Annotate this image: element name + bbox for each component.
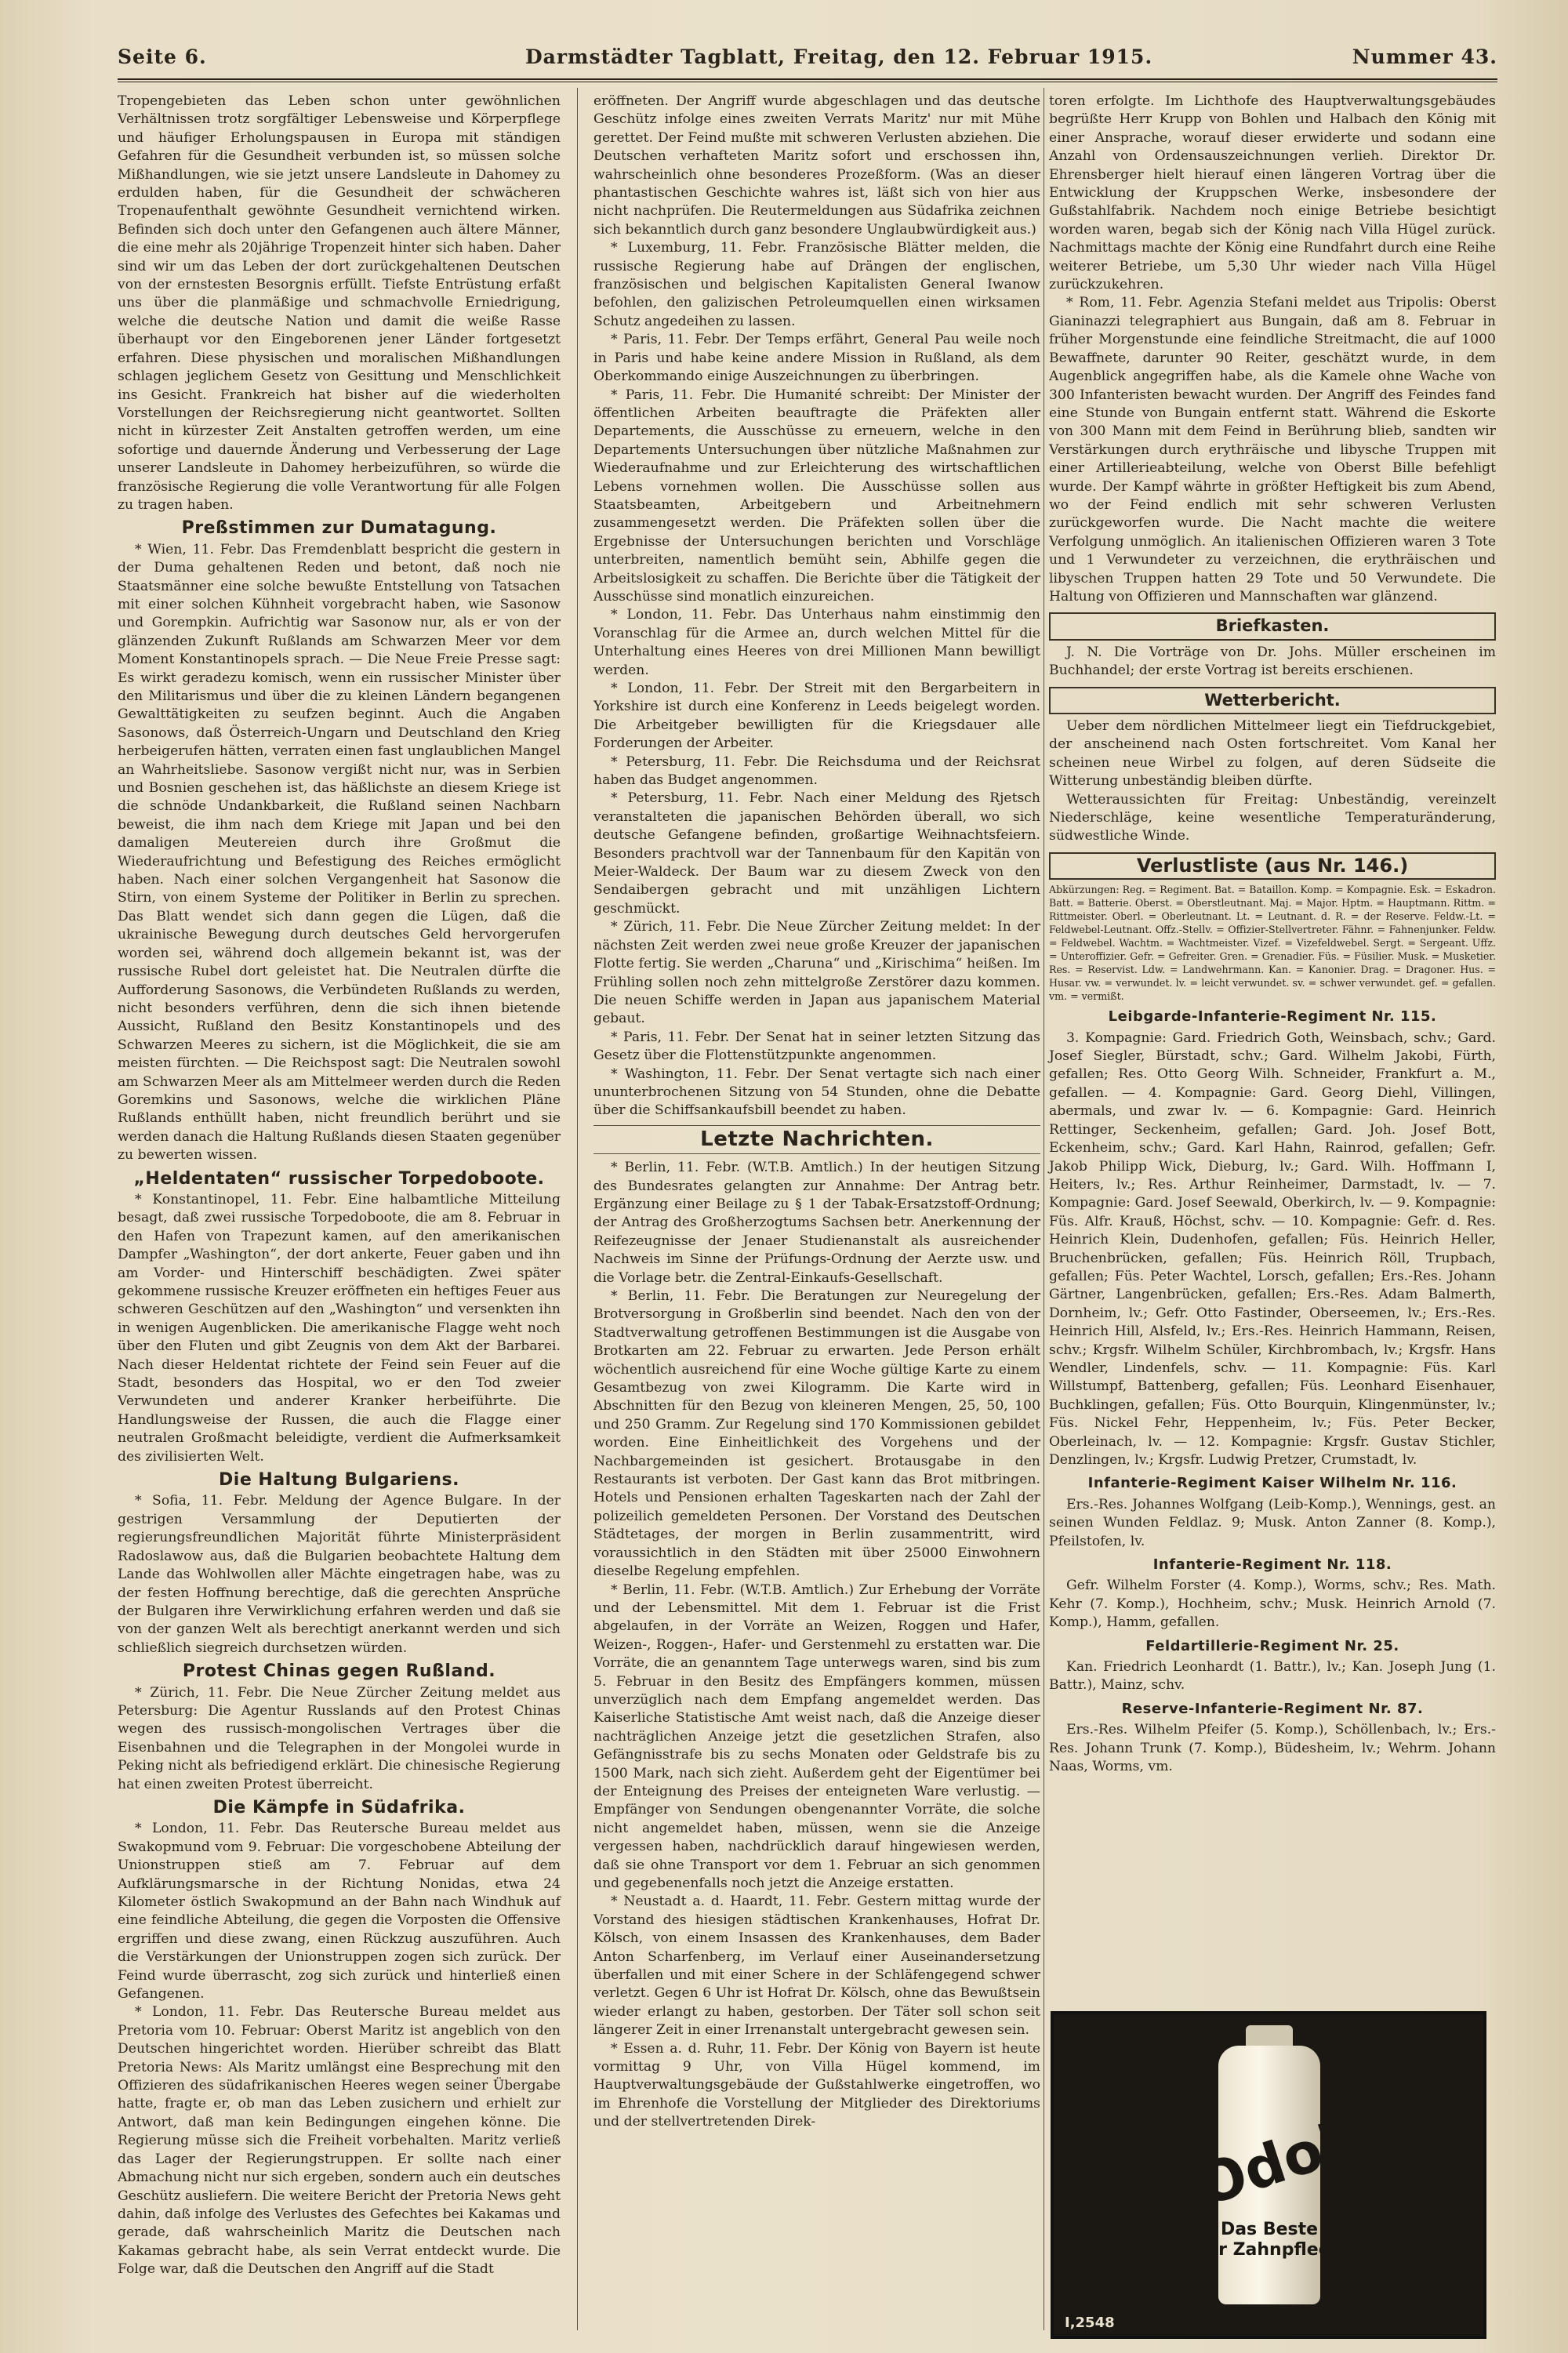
heading-suedafrika: Die Kämpfe in Südafrika. xyxy=(212,1797,466,1817)
section-divider xyxy=(593,1153,1040,1154)
article-sofia: * Sofia, 11. Febr. Meldung der Agence Bulgare. In der gestrigen Versammlung der Deputierten der regierungsfreundlichen Majorität führte Ministerpräsident Radoslawow aus, daß die Bulgarien beobachtete Haltung dem Lande das Wohlwollen aller Mächte eingetragen habe, was zu der festen Hoffnung berechtige, daß die gerechten Ansprüche der Bulgaren ihre Verwirklichung erfahren werden und daß sie von der ganzen Welt als berechtigt anerkannt werden und sich schließlich siegreich durchsetzen würden. xyxy=(118,1493,561,1656)
article-continuation-3: toren erfolgte. Im Lichthofe des Hauptverwaltungsgebäudes begrüßte Herr Krupp von Bohlen und Halbach den König mit einer Ansprache, worauf dieser erwiderte und sodann eine Anzahl von Ordensauszeichnungen verlieh. Direktor Dr. Ehrensberger hielt hierauf einen längeren Vortrag über die Entwicklung der Kruppschen Werke, insbesondere der Gußstahlfabrik. Nachdem noch einige Betriebe besichtigt worden waren, begab sich der König nach Villa Hügel zurück. Nachmittags machte der König eine Rundfahrt durch eine Reihe weiterer Betriebe, um 5,30 Uhr wieder nach Villa Hügel zurückzukehren. xyxy=(1049,93,1496,293)
heading-regiment-118: Infanterie-Regiment Nr. 118. xyxy=(1152,1556,1392,1574)
article-berlin-1: * Berlin, 11. Febr. (W.T.B. Amtlich.) In der heutigen Sitzung des Bundesrates gelangten zur Annahme: Der Antrag betr. Ergänzung einer Beilage zu § 1 der Tabak-Ersatzstoff-Ordnung; der Antrag des Großherzogtums Sachsen betr. Anerkennung der Reifezeugnisse der Jenaer Studienanstalt als ausreichender Nachweis im Sinne der Prüfungs-Ordnung der Aerzte usw. und die Vorlage betr. die Zentral-Einkaufs-Gesellschaft. xyxy=(593,1160,1040,1286)
heading-china: Protest Chinas gegen Rußland. xyxy=(182,1661,496,1682)
heading-dumatagung: Preßstimmen zur Dumatagung. xyxy=(181,518,497,539)
heading-leibgarde: Leibgarde-Infanterie-Regiment Nr. 115. xyxy=(1108,1008,1437,1026)
odol-slogan xyxy=(1171,2220,1367,2260)
column-3 xyxy=(1049,93,1496,2045)
section-divider xyxy=(593,1125,1040,1126)
issue-number: Nummer 43. xyxy=(1352,45,1497,68)
article-paris-3: * Paris, 11. Febr. Der Senat hat in seiner letzten Sitzung das Gesetz über die Flottenstützpunkte angenommen. xyxy=(593,1029,1040,1064)
odol-brand: Odol xyxy=(1189,2111,1349,2219)
header-rule xyxy=(118,78,1497,80)
article-neustadt: * Neustadt a. d. Haardt, 11. Febr. Gestern mittag wurde der Vorstand des hiesigen städtischen Krankenhauses, Hofrat Dr. Kölsch, von einem Insassen des Krankenhauses, dem Bader Anton Scharfenberg, im Verlauf einer Auseinandersetzung überfallen und mit einer Schere in der Schläfengegend schwer verletzt. Gegen 6 Uhr ist Hofrat Dr. Kölsch, ohne das Bewußtsein wieder erlangt zu haben, gestorben. Der Täter soll schon seit längerer Zeit in einer Irrenanstalt untergebracht gewesen sein. xyxy=(593,1894,1040,2039)
article-briefkasten: J. N. Die Vorträge von Dr. Johs. Müller erscheinen im Buchhandel; der erste Vortrag ist bereits erschienen. xyxy=(1049,644,1496,679)
heading-briefkasten: Briefkasten. xyxy=(1049,612,1496,640)
page-number: Seite 6. xyxy=(118,45,207,68)
newspaper-title: Darmstädter Tagblatt, Freitag, den 12. Februar 1915. xyxy=(525,45,1153,68)
article-zuerich: * Zürich, 11. Febr. Die Neue Zürcher Zeitung meldet aus Petersburg: Die Agentur Russlands auf den Protest Chinas wegen des russisch-mongolischen Vertrages über die Eisenbahnen und die Telegraphen in der Mongolei wurde in Peking nicht als befriedigend erklärt. Die chinesische Regierung hat einen zweiten Protest überreicht. xyxy=(118,1684,561,1792)
article-london-3: * London, 11. Febr. Das Unterhaus nahm einstimmig den Voranschlag für die Armee an, durch welchen Mittel für die Unterhaltung eines Heeres von drei Millionen Mann bewilligt werden. xyxy=(593,607,1040,678)
heading-feldartillerie: Feldartillerie-Regiment Nr. 25. xyxy=(1145,1637,1399,1654)
heading-wetterbericht: Wetterbericht. xyxy=(1049,687,1496,714)
abbreviations: Abkürzungen: Reg. = Regiment. Bat. = Bataillon. Komp. = Kompagnie. Esk. = Eskadron. Batt. = Batterie. Oberst. = Oberstleutnant. Maj. = Major. Hptm. = Hauptmann. Rittm. = Rittmeister. Oberl. = Oberleutnant. Lt. = Leutnant. d. R. = der Reserve. Feldw.-Lt. = Feldwebel-Leutnant. Offz.-Stellv. = Offizier-Stellvertreter. Fähnr. = Fahnenjunker. Feldw. = Feldwebel. Wachtm. = Wachtmeister. Vizef. = Vizefeldwebel. Sergt. = Sergeant. Uffz. = Unteroffizier. Gefr. = Gefreiter. Gren. = Grenadier. Füs. = Füsilier. Musk. = Musketier. Res. = Reservist. Ldw. = Landwehrmann. Kan. = Kanonier. Drag. = Dragoner. Hus. = Husar. vw. = verwundet. lv. = leicht verwundet. sv. = schwer verwundet. gef. = gefallen. vm. = vermißt. xyxy=(1049,884,1496,1003)
article-berlin-3: * Berlin, 11. Febr. (W.T.B. Amtlich.) Zur Erhebung der Vorräte und der Lebensmittel. Mit dem 1. Februar ist die Frist abgelaufen, in der Vorräte an Weizen, Roggen und Hafer, Weizen-, Roggen-, Hafer- und Gerstenmehl zu erstatten war. Die Vorräte, die an genanntem Tage unterwegs waren, sind bis zum 5. Februar in den Besitz des Empfängers kommen, müssen unverzüglich nach dem Empfang angemeldet werden. Das Kaiserliche Statistische Amt weist nach, daß die Anzeige dieser nachträglichen Anzeige jetzt die gesetzlichen Strafen, also Gefängnisstrafe bis zu sechs Monaten oder Geldstrafe bis zu 1500 Mark, nach sich zieht. Außerdem geht der Eigentümer bei der Enteignung des Preises der enteigneten Ware verlustig. — Empfänger von Sendungen obengenannter Vorräte, die solche nicht angemeldet haben, müssen, wenn sie die Anzeige vergessen haben, nachdrücklich darauf hingewiesen werden, daß sie ohne Transport vor dem 1. Februar an sich genommen und gegebenenfalls noch jetzt die Anzeige erstatten. xyxy=(593,1581,1040,1891)
article-london-4: * London, 11. Febr. Der Streit mit den Bergarbeitern in Yorkshire ist durch eine Konferenz in Leeds beigelegt worden. Die Arbeitgeber bewilligten für die Kriegsdauer alle Forderungen der Arbeiter. xyxy=(593,681,1040,752)
article-essen: * Essen a. d. Ruhr, 11. Febr. Der König von Bayern ist heute vormittag 9 Uhr, von Villa Hügel kommend, im Hauptverwaltungsgebäude der Gußstahlwerke eingetroffen, wo im Ehrenhofe die Vorstellung der Mitglieder des Direktoriums und der stellvertretenden Direk- xyxy=(593,2040,1040,2130)
article-intro: Tropengebieten das Leben schon unter gewöhnlichen Verhältnissen trotz sorgfältiger Lebensweise und Körperpflege und häufiger Erholungspausen in Europa mit ständigen Gefahren für die Gesundheit verbunden ist, so müssen solche Mißhandlungen, wie sie jetzt unsere Landsleute in Dahomey zu erdulden haben, für die Gesundheit der schwächeren Tropenaufenthalt gewöhnte Gesundheit vernichtend wirken. Befinden sich doch unter den Gefangenen auch ältere Männer, die eine mehr als 20jährige Tropenzeit hinter sich haben. Daher sind wir um das Leben der dort zurückgehaltenen Deutschen von der ernstesten Besorgnis erfüllt. Tiefste Entrüstung erfaßt uns über die planmäßige und schmachvolle Erniedrigung, welche die deutsche Nation und damit die weiße Rasse überhaupt vor den Eingeborenen jener Länder fortgesetzt erfahren. Diese physischen und moralischen Mißhandlungen schlagen jeglichem Gesetz von Gesittung und Menschlichkeit ins Gesicht. Frankreich hat bisher auf die wiederholten Vorstellungen der Reichsregierung nicht geantwortet. Sollten nicht in kürzester Zeit Anstalten getroffen werden, um eine sofortige und dauernde Änderung und Verbesserung der Lage unserer Landsleute in Dahomey herbeizuführen, so würde die französische Regierung die volle Verantwortung für alle Folgen zu tragen haben. xyxy=(118,93,561,513)
list-kaiser-wilhelm: Ers.-Res. Johannes Wolfgang (Leib-Komp.), Wennings, gest. an seinen Wunden Feldlaz. 9; Musk. Anton Zanner (8. Komp.), Pfeilstofen, lv. xyxy=(1049,1496,1496,1549)
column-divider-1 xyxy=(577,88,578,2330)
article-zuerich-2: * Zürich, 11. Febr. Die Neue Zürcher Zeitung meldet: In der nächsten Zeit werden zwei neue große Kreuzer der japanischen Flotte fertig. Sie werden „Charuna“ und „Kirischima“ heißen. Im Frühling sollen noch zehn mittelgroße Zerstörer dazu kommen. Die neuen Schiffe werden in Japan aus japanischem Material gebaut. xyxy=(593,919,1040,1027)
article-washington: * Washington, 11. Febr. Der Senat vertagte sich nach einer ununterbrochenen Sitzung von 54 Stunden, ohne die Debatte über die Schiffsankaufsbill beendet zu haben. xyxy=(593,1066,1040,1119)
article-wetter: Ueber dem nördlichen Mittelmeer liegt ein Tiefdruckgebiet, der anscheinend nach Osten fortschreitet. Vom Kanal her scheinen neue Wirbel zu folgen, auf deren Südseite die Witterung unbeständig bleiben dürfte. xyxy=(1049,718,1496,790)
masthead xyxy=(118,45,1497,77)
article-berlin-2: * Berlin, 11. Febr. Die Beratungen zur Neuregelung der Brotversorgung in Großberlin sind beendet. Nach den von der Stadtverwaltung getroffenen Bestimmungen ist die Ausgabe von Brotkarten am 22. Februar zu erwarten. Jede Person erhält wöchentlich ausreichend für eine Woche gültige Karte zu einem Gesamtbezug von zwei Kilogramm. Die Karte wird in Abschnitten für den Bezug von kleineren Mengen, 25, 50, 100 und 250 Gramm. Zur Regelung sind 170 Kommissionen gebildet worden. Eine Einheitlichkeit des Vorgehens und der Nachbargemeinden ist gesichert. Brotausgabe in den Restaurants ist verboten. Der Gast kann das Brot mitbringen. Hotels und Pensionen erhalten Tageskarten nach der Zahl der polizeilich gemeldeten Personen. Der Vorstand des Deutschen Städtetages, der morgen in Berlin zusammentritt, wird voraussichtlich in den Städten mit über 25000 Einwohnern dieselbe Regelung empfehlen. xyxy=(593,1288,1040,1580)
article-konstantinopel: * Konstantinopel, 11. Febr. Eine halbamtliche Mitteilung besagt, daß zwei russische Torpedoboote, die am 8. Februar in den Hafen von Trapezunt kamen, auf den amerikanischen Dampfer „Washington“, der dort ankerte, Feuer gaben und ihn am Vorder- und Hinterschiff beschädigten. Zwei später gekommene russische Kreuzer eröffneten ein heftiges Feuer aus schweren Geschützen auf den „Washington“ und versenkten ihn in wenigen Augenblicken. Die amerikanische Flagge weht noch über den Fluten und gibt Zeugnis von dem Akt der Barbarei. Nach dieser Heldentat richtete der Feind sein Feuer auf die Stadt, besonders das Hospital, wo er den Tod zweier Verwundeten und anderer Kranker herbeiführte. Die Handlungsweise der Russen, die auch die Flagge einer neutralen Großmacht beleidigte, verdient die Aufmerksamkeit des zivilisierten Welt. xyxy=(118,1191,561,1465)
article-rom: * Rom, 11. Febr. Agenzia Stefani meldet aus Tripolis: Oberst Gianinazzi telegraphiert aus Bungain, daß am 8. Februar in früher Morgenstunde eine feindliche Streitmacht, die auf 1000 Bewaffnete, darunter 90 Reiter, geschätzt wurde, in dem Augenblick angegriffen habe, als die Kamele ohne Wache von 300 Infanteristen bewacht wurden. Der Angriff des Feindes fand eine Stunde von Bungain entfernt statt. Während die Eskorte von 300 Mann mit dem Feind in Berührung blieb, sandten wir Verstärkungen durch erythräische und libysche Truppen mit einer Artillerieabteilung, welche von Oberst Bille befehligt wurde. Der Kampf währte in größter Heftigkeit bis zum Abend, wo der Feind endlich mit sehr schweren Verlusten zurückgeworfen wurde. Die Nacht machte die weitere Verfolgung unmöglich. An italienischen Offizieren waren 3 Tote und 1 Verwundeter zu verzeichnen, die erythräischen und libyschen Truppen hatten 29 Tote und 50 Verwundete. Die Haltung von Offizieren und Mannschaften war glänzend. xyxy=(1049,295,1496,605)
column-2 xyxy=(593,93,1040,2257)
heading-kaiser-wilhelm: Infanterie-Regiment Kaiser Wilhelm Nr. 116. xyxy=(1087,1475,1457,1492)
heading-reserve-87: Reserve-Infanterie-Regiment Nr. 87. xyxy=(1121,1700,1424,1717)
odol-slogan-line-1: Das Beste xyxy=(1220,2220,1319,2239)
heading-bulgarien: Die Haltung Bulgariens. xyxy=(219,1470,459,1491)
heading-heldentaten: „Heldentaten“ russischer Torpedoboote. xyxy=(133,1168,545,1189)
list-reserve-87: Ers.-Res. Wilhelm Pfeifer (5. Komp.), Schöllenbach, lv.; Ers.-Res. Johann Trunk (7. Komp.), Büdesheim, lv.; Wehrm. Johann Naas, Worms, vm. xyxy=(1049,1722,1496,1775)
odol-slogan-line-2: zur Zahnpflege xyxy=(1196,2240,1343,2260)
article-petersburg-1: * Petersburg, 11. Febr. Die Reichsduma und der Reichsrat haben das Budget angenommen. xyxy=(593,753,1040,789)
list-feldartillerie: Kan. Friedrich Leonhardt (1. Battr.), lv.; Kan. Joseph Jung (1. Battr.), Mainz, schv. xyxy=(1049,1659,1496,1694)
article-continuation: eröffneten. Der Angriff wurde abgeschlagen und das deutsche Geschütz infolge eines zweiten Verrats Maritz' nur mit Mühe gerettet. Der Feind mußte mit schweren Verlusten abziehen. Die Deutschen verhafteten Maritz sofort und erschossen ihn, wahrscheinlich ohne besonderes Prozeßform. (Was an dieser phantastischen Geschichte wahres ist, läßt sich von hier aus nicht nachprüfen. Die Reutermeldungen aus Südafrika zeichnen sich bekanntlich durch ganz besondere Unglaubwürdigkeit aus.) xyxy=(593,93,1040,238)
article-london-2: * London, 11. Febr. Das Reutersche Bureau meldet aus Pretoria vom 10. Februar: Oberst Maritz ist angeblich von den Deutschen hingerichtet worden. Hierüber schreibt das Blatt Pretoria News: Als Maritz umlängst eine Besprechung mit den Offizieren des südafrikanischen Heeres wegen seiner Übergabe hatte, fragte er, ob man das Leben zusichern und erhielt zur Antwort, daß man kein Bedingungen eingehen könne. Die Regierung müsse sich die Freiheit vorbehalten. Maritz verließ das Lager der Regierungstruppen. Er sollte nach einer Abmachung nicht nur sich ergeben, sondern auch ein deutsches Geschütz ausliefern. Die weitere Bericht der Pretoria News geht dahin, daß infolge des Verlustes des Gefechtes bei Kakamas und gerade, daß wahrscheinlich Maritz die Deutschen nach Kakamas gebracht habe, als sein Verrat entdeckt wurde. Die Folge war, daß die Deutschen den Angriff auf die Stadt xyxy=(118,2004,561,2278)
article-petersburg-2: * Petersburg, 11. Febr. Nach einer Meldung des Rjetsch veranstalteten die japanischen Behörden überall, wo sich deutsche Gefangene befinden, großartige Weihnachtsfeiern. Besonders prachtvoll war der Tannenbaum für den Kapitän von Meier-Waldeck. Der Baum war zu diesem Zweck von den Sendaibergen gebracht und mit unzähligen Lichtern geschmückt. xyxy=(593,790,1040,917)
column-1 xyxy=(118,93,561,2278)
list-leibgarde: 3. Kompagnie: Gard. Friedrich Goth, Weinsbach, schv.; Gard. Josef Siegler, Bürstadt, schv.; Gard. Wilhelm Jakobi, Fürth, gefallen; Res. Otto Georg Wilh. Schneider, Frankfurt a. M., gefallen. — 4. Kompagnie: Gard. Georg Diehl, Villingen, abermals, und zwar lv. — 6. Kompagnie: Gard. Heinrich Rettinger, Seckenheim, gefallen; Gard. Joh. Josef Bott, Eckenheim, schv.; Gard. Karl Hahn, Rainrod, gefallen; Gefr. Jakob Philipp Wick, Dieburg, lv.; Gard. Wilh. Hoffmann I, Heiters, lv.; Res. Arthur Reinheimer, Darmstadt, lv. — 7. Kompagnie: Gard. Josef Seewald, Oberkirch, lv. — 9. Kompagnie: Füs. Alfr. Krauß, Höchst, schv. — 10. Kompagnie: Gefr. d. Res. Heinrich Klein, Dudenhofen, gefallen; Füs. Heinrich Heller, Bruchenbrücken, gefallen; Füs. Heinrich Röll, Trupbach, gefallen; Füs. Peter Wachtel, Lorsch, gefallen; Ers.-Res. Johann Gärtner, Langenbrücken, gefallen; Ers.-Res. Adam Balmerth, Dornheim, lv.; Gefr. Otto Fastinder, Oberseemen, lv.; Ers.-Res. Heinrich Hill, Alsfeld, lv.; Ers.-Res. Heinrich Hammann, Reisen, schv.; Krgsfr. Wilhelm Schüler, Kirchbrombach, lv.; Krgsfr. Hans Wendler, Lindenfels, schv. — 11. Kompagnie: Füs. Karl Willstumpf, Battenberg, gefallen; Füs. Leonhard Eisenhauer, Buchklingen, gefallen; Füs. Otto Bourquin, Klingenmünster, lv.; Füs. Nickel Fehr, Heppenheim, lv.; Füs. Peter Becker, Oberleinach, lv. — 12. Kompagnie: Krgsfr. Gustav Stichler, Denzlingen, lv.; Krgsfr. Ludwig Pretzer, Crumstadt, lv. xyxy=(1049,1029,1496,1468)
heading-verlustliste: Verlustliste (aus Nr. 146.) xyxy=(1049,852,1496,880)
article-london-1: * London, 11. Febr. Das Reutersche Bureau meldet aus Swakopmund vom 9. Februar: Die vorgeschobene Abteilung der Unionstruppen stieß am 7. Februar auf dem Aufklärungsmarsche in der Richtung Nonidas, etwa 24 Kilometer östlich Swakopmund an der Bahn nach Windhuk auf eine feindliche Abteilung, die gegen die Vorposten die Offensive ergriffen und diese zwang, einen Rückzug auszuführen. Auch die Verstärkungen der Unionstruppen zogen sich zurück. Der Feind wurde überrascht, zog sich zurück und hinterließ einen Gefangenen. xyxy=(118,1821,561,2003)
article-paris-2: * Paris, 11. Febr. Die Humanité schreibt: Der Minister der öffentlichen Arbeiten beauftragte die Präfekten aller Departements, die Ausschüsse zu erneuern, welche in den Departements Untersuchungen über nützliche Maßnahmen zur Wiederaufnahme und zur Erleichterung des wirtschaftlichen Lebens vornehmen wollen. Die Ausschüsse sollen aus Staatsbeamten, Arbeitgebern und Arbeitnehmern zusammengesetzt werden. Die Präfekten sollen über die Ergebnisse der Untersuchungen berichten und Vorschläge unterbreiten, namentlich bemüht sein, Abhilfe gegen die Arbeitslosigkeit zu schaffen. Die Berichte über die Tätigkeit der Ausschüsse sind monatlich einzureichen. xyxy=(593,387,1040,605)
article-paris-1: * Paris, 11. Febr. Der Temps erfährt, General Pau weile noch in Paris und habe keine andere Mission in Rußland, als dem Oberkommando einige Auszeichnungen zu überbringen. xyxy=(593,332,1040,385)
article-wien: * Wien, 11. Febr. Das Fremdenblatt bespricht die gestern in der Duma gehaltenen Reden und betont, daß noch nie Staatsmänner eine solche bewußte Entstellung von Tatsachen mit einer solchen Kühnheit vorgebracht haben, wie Sasonow und Gorempkin. Aufrichtig war Sasonow nur, als er von der glänzenden Zukunft Rußlands am Schwarzen Meer vor dem Moment Konstantinopels sprach. — Die Neue Freie Presse sagt: Es wirkt geradezu komisch, wenn ein russischer Minister über den Militarismus und über die zu kleinen Ländern begangenen Gewalttätigkeiten zu seufzen beginnt. Auch die Angaben Sasonows, daß Österreich-Ungarn und Deutschland den Krieg herbeigerufen hätten, verraten einen fast unglaublichen Mangel an Wahrheitsliebe. Sasonow vergißt nicht nur, was in Serbien und Bosnien geschehen ist, das häßlichste an diesem Kriege ist die schnöde Undankbarkeit, die Rußland seinen Nachbarn beweist, die ihm nach dem Kriege mit Japan und bei den damaligen Meutereien durch ihre Großmut die Wiederaufrichtung und Befestigung des Reiches ermöglicht haben. Nach einer solchen Vergangenheit hat Sasonow die Stirn, von einem Systeme der Politiker in Berlin zu sprechen. Das Blatt wendet sich dann gegen die Lügen, daß die ukrainische Bewegung durch deutsches Geld hervorgerufen worden sei, während doch allgemein bekannt ist, was der russische Rubel dort geleistet hat. Die Neutralen dürfte die Aufforderung Sasonows, die Verbündeten Rußlands zu werden, nicht besonders verführen, denn die sich ihnen bietende Aussicht, Rußland den Besitz Konstantinopels und des Schwarzen Meeres zu sichern, ist die Möglichkeit, die sie am meisten fürchten. — Die Reichspost sagt: Die Neutralen sowohl am Schwarzen Meer als am Mittelmeer werden durch die Reden Goremkins und Sasonows, welche die wirklichen Pläne Rußlands enthüllt haben, nicht freundlich berührt und sie werden danach die Haltung Rußlands diesen Staaten gegenüber zu bewerten wissen. xyxy=(118,541,561,1164)
odol-advertisement xyxy=(1051,2011,1486,2339)
list-regiment-118: Gefr. Wilhelm Forster (4. Komp.), Worms, schv.; Res. Math. Kehr (7. Komp.), Hochheim, schv.; Musk. Heinrich Arnold (7. Komp.), Hamm, gefallen. xyxy=(1049,1578,1496,1631)
article-wetter-aussichten: Wetteraussichten für Freitag: Unbeständig, vereinzelt Niederschläge, keine wesentliche Temperaturänderung, südwestliche Winde. xyxy=(1049,791,1496,844)
ad-code: I,2548 xyxy=(1065,2315,1115,2331)
heading-letzte-nachrichten: Letzte Nachrichten. xyxy=(700,1127,934,1151)
article-luxemburg: * Luxemburg, 11. Febr. Französische Blätter melden, die russische Regierung habe auf Drängen der englischen, französischen und belgischen Kapitalisten General Iwanow befohlen, den galizischen Petroleumquellen einen wirksamen Schutz angedeihen zu lassen. xyxy=(593,240,1040,329)
